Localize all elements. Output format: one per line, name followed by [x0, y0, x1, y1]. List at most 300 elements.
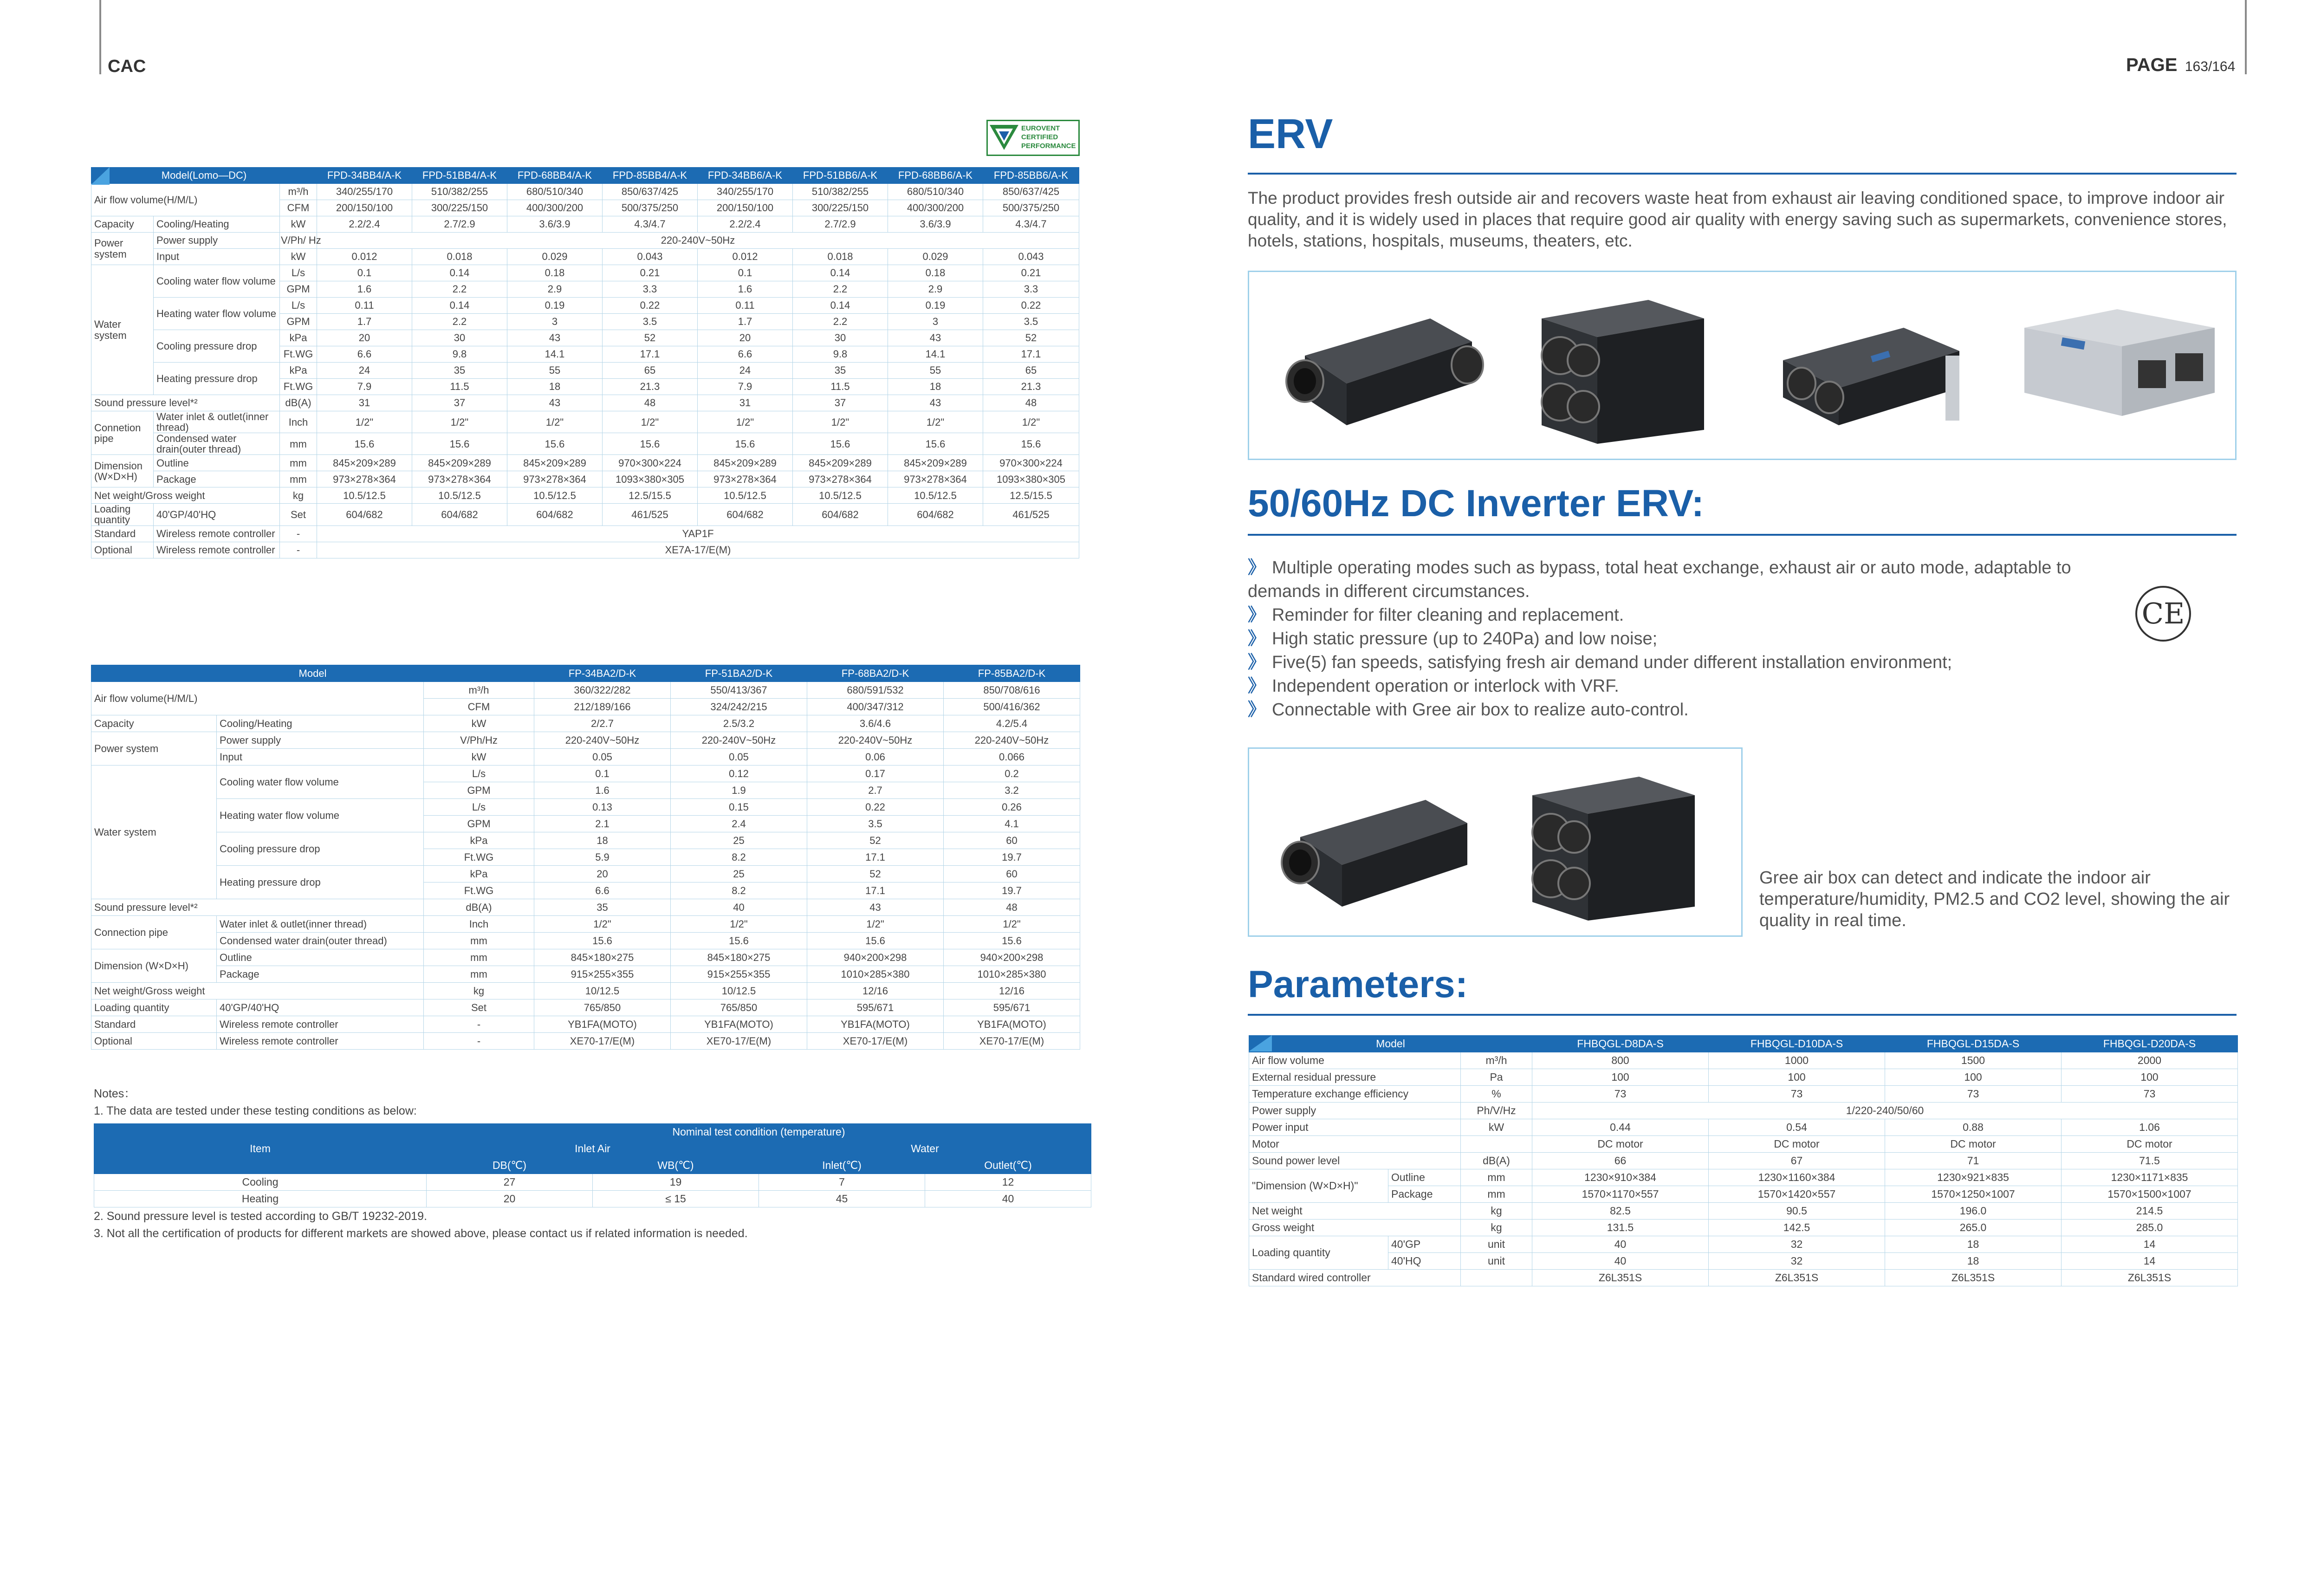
row-sublabel-cell: Power supply [217, 732, 424, 749]
unit-cell: mm [1461, 1169, 1532, 1186]
value-cell: 6.6 [317, 346, 412, 363]
feature-item [1248, 675, 2107, 698]
value-cell: 2.5/3.2 [671, 715, 807, 732]
value-cell: 200/150/100 [698, 200, 793, 216]
row-group-cell: Dimension (W×D×H) [91, 949, 217, 983]
notes-block-2 [94, 1208, 748, 1242]
unit-cell: - [424, 1033, 534, 1050]
unit-cell: GPM [280, 314, 317, 330]
row-label-cell: Net weight [1249, 1203, 1461, 1220]
row-label-cell: Sound power level [1249, 1153, 1461, 1169]
row-sublabel-cell: Water inlet & outlet(inner thread) [217, 916, 424, 933]
row-group-cell: "Dimension (W×D×H)" [1249, 1169, 1388, 1203]
table-row [91, 233, 1079, 249]
value-cell: 10.5/12.5 [507, 487, 603, 504]
row-label-cell: Net weight/Gross weight [91, 983, 424, 999]
row-sublabel-cell: Wireless remote controller [217, 1016, 424, 1033]
unit-cell: GPM [424, 816, 534, 832]
value-cell: 604/682 [507, 504, 603, 526]
parameters-title: Parameters: [1248, 963, 1468, 1006]
erv-unit-image-2 [1528, 291, 1713, 444]
model-header-cell: Model(Lomo—DC) [91, 168, 317, 184]
value-cell: 3.6/4.6 [807, 715, 944, 732]
ce-mark-icon: CE [2135, 586, 2191, 642]
table-row [91, 249, 1079, 265]
value-cell: 2.9 [507, 281, 603, 298]
chevron-icon: 》 [1248, 653, 1266, 672]
value-cell: 0.14 [412, 265, 507, 281]
value-cell: 970×300×224 [983, 455, 1079, 471]
value-cell: XE7A-17/E(M) [317, 542, 1079, 558]
feature-text: Independent operation or interlock with VRF. [1272, 676, 1619, 696]
value-cell: YAP1F [317, 526, 1079, 542]
value-cell: 2.9 [888, 281, 983, 298]
value-cell: 1/2" [671, 916, 807, 933]
value-cell: XE70-17/E(M) [944, 1033, 1080, 1050]
row-sublabel-cell: Wireless remote controller [154, 526, 280, 542]
table-row [1249, 1136, 2238, 1153]
value-cell: 400/300/200 [888, 200, 983, 216]
value-cell: 3 [507, 314, 603, 330]
value-cell: 200/150/100 [317, 200, 412, 216]
value-cell: 12/16 [944, 983, 1080, 999]
unit-cell: mm [424, 949, 534, 966]
table-row [1249, 1069, 2238, 1086]
fan-coil-spec-table [91, 167, 1079, 558]
eurovent-certification-logo [986, 120, 1080, 156]
value-cell: 3 [888, 314, 983, 330]
feature-item [1248, 698, 2107, 722]
value-cell: 0.029 [888, 249, 983, 265]
row-sublabel-cell: Input [154, 249, 280, 265]
unit-cell: unit [1461, 1236, 1532, 1253]
table-row [91, 799, 1080, 816]
value-cell: 100 [1709, 1069, 1885, 1086]
value-cell: 55 [507, 363, 603, 379]
value-cell: 1.9 [671, 782, 807, 799]
value-cell: 2/2.7 [534, 715, 671, 732]
value-cell: 0.14 [793, 265, 888, 281]
table-row [1249, 1220, 2238, 1236]
value-cell: 10/12.5 [534, 983, 671, 999]
value-cell: 100 [1885, 1069, 2062, 1086]
feature-text: High static pressure (up to 240Pa) and low noise; [1272, 629, 1658, 649]
row-sublabel-cell: Heating water flow volume [154, 298, 280, 330]
erv-unit-image-4 [2015, 300, 2224, 430]
row-sublabel-cell: Wireless remote controller [217, 1033, 424, 1050]
value-cell: 973×278×364 [698, 471, 793, 487]
value-cell: 0.05 [534, 749, 671, 766]
value-cell: 15.6 [807, 933, 944, 949]
value-cell: 15.6 [603, 433, 698, 455]
value-cell: 973×278×364 [412, 471, 507, 487]
value-cell: Z6L351S [1532, 1270, 1709, 1286]
value-cell: 20 [534, 866, 671, 882]
value-cell: 12 [925, 1174, 1091, 1191]
value-cell: 1.6 [698, 281, 793, 298]
value-cell: 0.44 [1532, 1119, 1709, 1136]
value-cell: 14 [2062, 1253, 2238, 1270]
value-cell: 0.13 [534, 799, 671, 816]
air-box-description: Gree air box can detect and indicate the indoor air temperature/humidity, PM2.5 and CO2 level, showing the air quality in real time. [1759, 868, 2230, 930]
value-cell: Z6L351S [2062, 1270, 2238, 1286]
dc-erv-unit-image-1 [1272, 781, 1477, 916]
feature-item [1248, 603, 2107, 627]
unit-cell: dB(A) [424, 899, 534, 916]
feature-text: Connectable with Gree air box to realize auto-control. [1272, 700, 1689, 720]
row-label-cell: Temperature exchange efficiency [1249, 1086, 1461, 1103]
unit-cell: Ft.WG [424, 849, 534, 866]
value-cell: DC motor [1532, 1136, 1709, 1153]
value-cell: 0.12 [671, 766, 807, 782]
value-cell: 500/416/362 [944, 699, 1080, 715]
value-cell: 500/375/250 [603, 200, 698, 216]
row-label-cell: Heating [94, 1191, 427, 1207]
value-cell: 4.3/4.7 [983, 216, 1079, 233]
unit-cell [1461, 1270, 1532, 1286]
table-corner-accent [1249, 1035, 1272, 1051]
parameters-title-rule [1248, 1014, 2237, 1016]
value-cell: 12.5/15.5 [983, 487, 1079, 504]
row-sublabel-cell: Package [154, 471, 280, 487]
value-cell: 21.3 [603, 379, 698, 395]
value-cell: 0.05 [671, 749, 807, 766]
erv-description: The product provides fresh outside air and recovers waste heat from exhaust air leaving conditioned space, to improve indoor air quality, and it is widely used in places that require good air quality with energy saving such as supermarkets, convenience stores, hotels, stations, hospitals, museums, theaters, etc. [1248, 188, 2227, 250]
value-cell: 43 [888, 395, 983, 411]
value-cell: 3.5 [807, 816, 944, 832]
value-cell: 340/255/170 [317, 184, 412, 200]
unit-cell: m³/h [424, 682, 534, 699]
value-cell: 73 [1532, 1086, 1709, 1103]
table-row [91, 832, 1080, 849]
model-name-cell: FPD-68BB4/A-K [507, 168, 603, 184]
row-label-cell: Power supply [1249, 1103, 1461, 1119]
value-cell: 845×209×289 [698, 455, 793, 471]
model-name-cell: FHBQGL-D20DA-S [2062, 1036, 2238, 1052]
unit-cell: Ft.WG [280, 346, 317, 363]
value-cell: 0.22 [807, 799, 944, 816]
value-cell: Z6L351S [1709, 1270, 1885, 1286]
row-sublabel-cell: Outline [154, 455, 280, 471]
value-cell: 0.11 [698, 298, 793, 314]
table-row [1249, 1153, 2238, 1169]
value-cell: 220-240V~50Hz [534, 732, 671, 749]
value-cell: 52 [807, 832, 944, 849]
unit-cell: Ft.WG [424, 882, 534, 899]
eurovent-line-3: PERFORMANCE [1021, 142, 1076, 150]
value-cell: 1093×380×305 [603, 471, 698, 487]
value-cell: 10/12.5 [671, 983, 807, 999]
value-cell: 90.5 [1709, 1203, 1885, 1220]
unit-cell: mm [424, 966, 534, 983]
value-cell: 9.8 [793, 346, 888, 363]
row-sublabel-cell: Cooling/Heating [217, 715, 424, 732]
table-row [91, 949, 1080, 966]
unit-cell: kPa [280, 330, 317, 346]
unit-cell [1461, 1136, 1532, 1153]
value-cell: 3.5 [603, 314, 698, 330]
value-cell: 2.1 [534, 816, 671, 832]
value-cell: 1/2" [534, 916, 671, 933]
value-cell: 32 [1709, 1236, 1885, 1253]
row-group-cell: Dimension (W×D×H) [91, 455, 154, 487]
unit-cell: m³/h [1461, 1052, 1532, 1069]
value-cell: 604/682 [698, 504, 793, 526]
value-cell: 17.1 [807, 882, 944, 899]
unit-cell: Set [280, 504, 317, 526]
value-cell: 604/682 [412, 504, 507, 526]
value-cell: XE70-17/E(M) [671, 1033, 807, 1050]
row-group-cell: Standard [91, 526, 154, 542]
value-cell: 510/382/255 [412, 184, 507, 200]
value-cell: 340/255/170 [698, 184, 793, 200]
value-cell: 360/322/282 [534, 682, 671, 699]
value-cell: 19.7 [944, 882, 1080, 899]
value-cell: YB1FA(MOTO) [534, 1016, 671, 1033]
value-cell: 35 [793, 363, 888, 379]
value-cell: 0.1 [317, 265, 412, 281]
notes-title: Notes： [94, 1087, 136, 1100]
value-cell: 4.2/5.4 [944, 715, 1080, 732]
unit-cell: kPa [424, 866, 534, 882]
value-cell: 32 [1709, 1253, 1885, 1270]
unit-cell: Ft.WG [280, 379, 317, 395]
value-cell: 17.1 [983, 346, 1079, 363]
value-cell: 800 [1532, 1052, 1709, 1069]
value-cell: 18 [888, 379, 983, 395]
row-sublabel-cell: 40'HQ [1388, 1253, 1461, 1270]
value-cell: YB1FA(MOTO) [671, 1016, 807, 1033]
unit-cell: kW [424, 749, 534, 766]
value-cell: 20 [698, 330, 793, 346]
value-cell: 0.043 [603, 249, 698, 265]
value-cell: YB1FA(MOTO) [807, 1016, 944, 1033]
value-cell: 604/682 [317, 504, 412, 526]
value-cell: 21.3 [983, 379, 1079, 395]
value-cell: 10.5/12.5 [317, 487, 412, 504]
model-name-cell: FP-68BA2/D-K [807, 665, 944, 682]
row-sublabel-cell: Cooling water flow volume [217, 766, 424, 799]
value-cell: 595/671 [807, 999, 944, 1016]
row-sublabel-cell: 40'GP [1388, 1236, 1461, 1253]
chevron-icon: 》 [1248, 700, 1266, 720]
value-cell: XE70-17/E(M) [807, 1033, 944, 1050]
value-cell: YB1FA(MOTO) [944, 1016, 1080, 1033]
table-row [91, 504, 1079, 526]
value-cell: 15.6 [317, 433, 412, 455]
value-cell: 604/682 [888, 504, 983, 526]
value-cell: 0.012 [317, 249, 412, 265]
table-row [1249, 1086, 2238, 1103]
note-3: 3. Not all the certification of products for different markets are showed above, please contact us if related information is needed. [94, 1227, 748, 1240]
value-cell: 15.6 [507, 433, 603, 455]
unit-cell: kg [424, 983, 534, 999]
fan-coil-spec-table-container [91, 167, 1079, 558]
unit-cell: CFM [424, 699, 534, 715]
value-cell: 0.018 [793, 249, 888, 265]
row-label-cell: Cooling [94, 1174, 427, 1191]
row-sublabel-cell: Cooling water flow volume [154, 265, 280, 298]
row-label-cell: Air flow volume(H/M/L) [91, 184, 280, 216]
row-sublabel-cell: Input [217, 749, 424, 766]
unit-cell: dB(A) [1461, 1153, 1532, 1169]
value-cell: 10.5/12.5 [412, 487, 507, 504]
dc-erv-title-rule [1248, 534, 2237, 536]
eurovent-line-2: CERTIFIED [1021, 133, 1058, 141]
page-indicator [2126, 55, 2235, 76]
table-header-row [1249, 1036, 2238, 1052]
row-group-cell: Loading quantity [91, 504, 154, 526]
value-cell: 0.066 [944, 749, 1080, 766]
dc-erv-title: 50/60Hz DC Inverter ERV: [1248, 482, 1704, 525]
dc-erv-feature-list [1248, 556, 2107, 722]
value-cell: 14.1 [507, 346, 603, 363]
table-row [1249, 1253, 2238, 1270]
value-cell: 19 [593, 1174, 759, 1191]
row-group-cell: Loading quantity [91, 999, 217, 1016]
page-number: 163/164 [2185, 59, 2236, 74]
value-cell: 1570×1170×557 [1532, 1186, 1709, 1203]
table-row [94, 1191, 1091, 1207]
value-cell: 20 [317, 330, 412, 346]
value-cell: 27 [427, 1174, 593, 1191]
value-cell: 0.21 [983, 265, 1079, 281]
unit-cell: kW [1461, 1119, 1532, 1136]
parameters-table [1249, 1035, 2238, 1286]
unit-cell: Ph/V/Hz [1461, 1103, 1532, 1119]
table-row [91, 749, 1080, 766]
value-cell: 680/510/340 [888, 184, 983, 200]
value-cell: 1010×285×380 [944, 966, 1080, 983]
row-sublabel-cell: 40'GP/40'HQ [217, 999, 424, 1016]
unit-cell: - [280, 526, 317, 542]
value-cell: 973×278×364 [317, 471, 412, 487]
unit-cell: kg [1461, 1203, 1532, 1220]
value-cell: 0.1 [698, 265, 793, 281]
value-cell: 30 [412, 330, 507, 346]
unit-cell: mm [280, 471, 317, 487]
row-group-cell: Capacity [91, 715, 217, 732]
value-cell: 1093×380×305 [983, 471, 1079, 487]
value-cell: 24 [317, 363, 412, 379]
row-sublabel-cell: Heating pressure drop [217, 866, 424, 899]
table-row [91, 732, 1080, 749]
value-cell: 40 [1532, 1236, 1709, 1253]
model-name-cell: FPD-51BB4/A-K [412, 168, 507, 184]
value-cell: 1/220-240/50/60 [1532, 1103, 2238, 1119]
row-label-cell: Air flow volume(H/M/L) [91, 682, 424, 715]
value-cell: 220-240V~50Hz [944, 732, 1080, 749]
value-cell: 37 [412, 395, 507, 411]
page-label: PAGE [2126, 55, 2178, 75]
value-cell: 18 [1885, 1236, 2062, 1253]
row-group-cell: Connection pipe [91, 916, 217, 949]
value-cell: 73 [1709, 1086, 1885, 1103]
value-cell: 35 [412, 363, 507, 379]
value-cell: 1230×910×384 [1532, 1169, 1709, 1186]
table-row [91, 899, 1080, 916]
value-cell: 196.0 [1885, 1203, 2062, 1220]
value-cell: 845×209×289 [507, 455, 603, 471]
table-row [1249, 1270, 2238, 1286]
row-sublabel-cell: Outline [217, 949, 424, 966]
value-cell: 970×300×224 [603, 455, 698, 471]
test-condition-table [94, 1123, 1091, 1207]
value-cell: 1230×1171×835 [2062, 1169, 2238, 1186]
unit-cell: - [424, 1016, 534, 1033]
table-row [1249, 1052, 2238, 1069]
item-header-cell: Item [94, 1124, 427, 1174]
value-cell: 1000 [1709, 1052, 1885, 1069]
unit-cell: mm [280, 433, 317, 455]
model-name-cell: FHBQGL-D10DA-S [1709, 1036, 1885, 1052]
value-cell: 73 [2062, 1086, 2238, 1103]
table-row [1249, 1186, 2238, 1203]
unit-cell: GPM [280, 281, 317, 298]
value-cell: 1/2" [807, 916, 944, 933]
row-sublabel-cell: Cooling pressure drop [154, 330, 280, 363]
table-row [91, 298, 1079, 314]
feature-item [1248, 627, 2107, 651]
value-cell: 100 [1532, 1069, 1709, 1086]
value-cell: 37 [793, 395, 888, 411]
value-cell: 15.6 [698, 433, 793, 455]
table-row [1249, 1169, 2238, 1186]
value-cell: 3.2 [944, 782, 1080, 799]
value-cell: 2.4 [671, 816, 807, 832]
unit-cell: kW [280, 249, 317, 265]
value-cell: 2.7/2.9 [412, 216, 507, 233]
value-cell: 0.88 [1885, 1119, 2062, 1136]
value-cell: 510/382/255 [793, 184, 888, 200]
row-group-cell: Standard [91, 1016, 217, 1033]
row-sublabel-cell: Heating water flow volume [217, 799, 424, 832]
row-group-cell: Water system [91, 265, 154, 395]
unit-cell: L/s [424, 766, 534, 782]
value-cell: 43 [807, 899, 944, 916]
value-cell: 3.3 [603, 281, 698, 298]
value-cell: 300/225/150 [412, 200, 507, 216]
row-sublabel-cell: Outline [1388, 1169, 1461, 1186]
value-cell: 940×200×298 [807, 949, 944, 966]
value-cell: 3.6/3.9 [507, 216, 603, 233]
value-cell: 0.2 [944, 766, 1080, 782]
table-row [91, 983, 1080, 999]
value-cell: 1/2" [944, 916, 1080, 933]
table-row [91, 411, 1079, 433]
value-cell: 4.3/4.7 [603, 216, 698, 233]
row-sublabel-cell: Water inlet & outlet(inner thread) [154, 411, 280, 433]
value-cell: 0.14 [412, 298, 507, 314]
row-group-cell: Connetion pipe [91, 411, 154, 455]
table-row [94, 1174, 1091, 1191]
value-cell: 60 [944, 832, 1080, 849]
value-cell: 1570×1420×557 [1709, 1186, 1885, 1203]
value-cell: 0.012 [698, 249, 793, 265]
value-cell: 212/189/166 [534, 699, 671, 715]
row-sublabel-cell: Cooling/Heating [154, 216, 280, 233]
table-row [91, 455, 1079, 471]
table-row [91, 1033, 1080, 1050]
value-cell: 1.7 [317, 314, 412, 330]
left-margin-line [99, 0, 101, 74]
row-group-cell: Capacity [91, 216, 154, 233]
value-cell: 1/2" [507, 411, 603, 433]
value-cell: 550/413/367 [671, 682, 807, 699]
value-cell: 850/708/616 [944, 682, 1080, 699]
unit-cell: L/s [424, 799, 534, 816]
model-name-cell: FPD-85BB4/A-K [603, 168, 698, 184]
